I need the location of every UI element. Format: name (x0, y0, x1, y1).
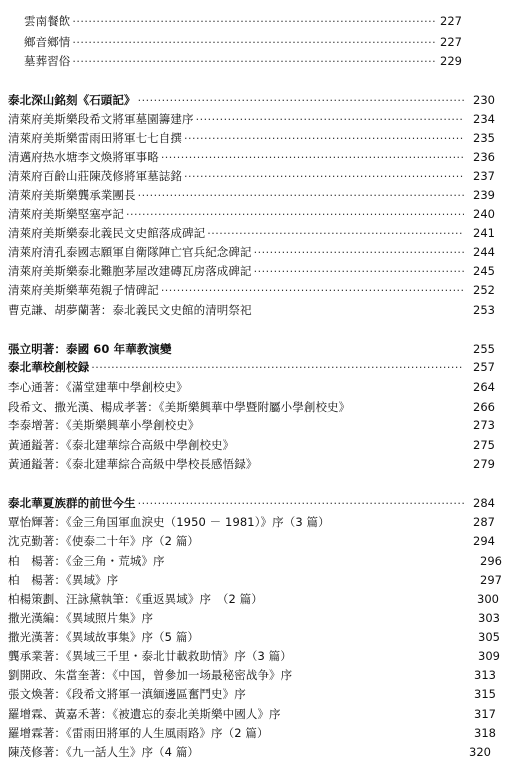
toc-entry-title: 泰北華校創校録 (8, 360, 90, 374)
toc-entry-title: 清萊府美斯樂堅塞亭記 (8, 207, 124, 221)
toc-entry (8, 724, 466, 742)
toc-entry-title: 柏 楊著：《異域》序 (8, 573, 119, 587)
toc-entry-title: 清萊府美斯樂龔承業團長 (8, 188, 136, 202)
toc-entry-page: 257 (473, 360, 495, 374)
toc-entry-title: 羅增霖著：《雷雨田將軍的人生風雨路》序（2 篇） (8, 726, 269, 740)
dot-leader (72, 56, 436, 67)
dot-leader (161, 152, 464, 163)
toc-entry-title: 段希文、撒光漢、楊成孝著：《美斯樂興華中學暨附屬小學創校史》 (8, 400, 351, 414)
toc-entry-page: 320 (469, 745, 491, 759)
toc-entry-title: 墓葬習俗 (24, 54, 71, 68)
toc-entry-title: 劉開政、朱當奎著：《中国，曾參加一场最秘密战争》序 (8, 668, 293, 682)
toc-entry-page: 237 (473, 169, 495, 183)
toc-entry-title: 撒光漢編：《異域照片集》序 (8, 611, 154, 625)
toc-entry-title: 清萊府清孔泰國志願軍自衛隊陣亡官兵紀念碑記 (8, 245, 252, 259)
dot-leader (138, 498, 464, 509)
toc-entry-page: 241 (473, 226, 495, 240)
toc-entry-title: 柏 楊著：《金三角・荒城》序 (8, 554, 165, 568)
dot-leader (72, 16, 436, 27)
toc-entry (8, 743, 466, 761)
toc-entry-page: 294 (473, 534, 495, 548)
toc-entry-page: 227 (440, 35, 462, 49)
toc-entry-title: 泰北深山銘刻《石頭記》 (8, 93, 136, 107)
toc-section-heading (8, 340, 466, 358)
toc-entry-page: 240 (473, 207, 495, 221)
toc-entry-page: 255 (473, 342, 495, 356)
toc-entry-title: 曹克謙、胡夢蘭著：泰北義民文史館的清明祭祀 (8, 303, 252, 317)
toc-entry (8, 436, 466, 454)
dot-leader (126, 209, 464, 220)
toc-entry-title: 覃怡輝著：《金三角国軍血淚史（1950 － 1981）》序（3 篇） (8, 515, 330, 529)
toc-entry (8, 571, 466, 589)
toc-entry (24, 12, 438, 30)
toc-entry-page: 245 (473, 264, 495, 278)
toc-entry-title: 黃通鎰著：《泰北建華综合高級中學創校史》 (8, 438, 235, 452)
toc-entry-title: 沈克勤著：《使泰二十年》序（2 篇） (8, 534, 200, 548)
toc-entry-title: 黃通鎰著：《泰北建華綜合高級中學校長感悟録》 (8, 457, 258, 471)
toc-entry (8, 628, 466, 646)
toc-entry-title: 清萊府美斯樂泰北義民文史館落成碑記 (8, 226, 206, 240)
toc-entry (24, 52, 438, 70)
toc-entry (8, 186, 466, 204)
toc-entry (8, 398, 466, 416)
toc-entry-page: 275 (473, 438, 495, 452)
toc-entry (8, 609, 466, 627)
toc-entry (8, 224, 466, 242)
toc-entry-title: 張立明著：泰國 60 年華教演變 (8, 342, 172, 356)
toc-section-heading (8, 91, 466, 109)
toc-entry-page: 266 (473, 400, 495, 414)
toc-entry-title: 泰北華夏族群的前世今生 (8, 496, 136, 510)
toc-entry-title: 張文煥著：《段希文將軍一滇緬邊區奮鬥史》序 (8, 687, 246, 701)
toc-entry (8, 455, 466, 473)
toc-entry-title: 清萊府美斯樂泰北難胞茅屋改建磚瓦房落成碑記 (8, 264, 252, 278)
dot-leader (196, 114, 464, 125)
toc-entry-title: 清萊府美斯樂段希文將軍墓園籌建序 (8, 112, 194, 126)
dot-leader (138, 190, 464, 201)
dot-leader (138, 95, 464, 106)
toc-entry-page: 313 (474, 668, 496, 682)
toc-entry (8, 552, 466, 570)
toc-entry-title: 撒光漢著：《異域故事集》序（5 篇） (8, 630, 200, 644)
toc-entry (8, 685, 466, 703)
toc-entry-page: 317 (474, 707, 496, 721)
toc-entry-page: 315 (474, 687, 496, 701)
toc-entry (8, 262, 466, 280)
toc-entry-page: 309 (478, 649, 500, 663)
dot-leader (161, 285, 464, 296)
dot-leader (91, 362, 464, 373)
toc-entry (8, 148, 466, 166)
toc-entry-page: 300 (477, 592, 499, 606)
toc-entry-page: 296 (480, 554, 502, 568)
toc-entry-page: 235 (473, 131, 495, 145)
toc-entry (8, 590, 466, 608)
toc-entry-title: 柏楊策劃、汪詠黛執筆：《重返異域》序 （2 篇） (8, 592, 263, 606)
dot-leader (72, 37, 436, 48)
toc-entry (8, 666, 466, 684)
toc-entry-title: 清萊府百齡山莊陳茂修將軍墓誌銘 (8, 169, 182, 183)
toc-entry (8, 281, 466, 299)
toc-entry (8, 243, 466, 261)
toc-section-heading (8, 358, 466, 376)
toc-entry-title: 陳茂修著：《九一話人生》序（4 篇） (8, 745, 200, 759)
toc-entry (8, 301, 466, 319)
toc-entry-title: 雲南餐飲 (24, 14, 71, 28)
dot-leader (207, 228, 464, 239)
toc-entry-page: 227 (440, 14, 462, 28)
toc-entry-page: 252 (473, 283, 495, 297)
toc-entry-page: 234 (473, 112, 495, 126)
toc-entry-title: 龔承業著：《異域三千里・泰北廿載救助情》序（3 篇） (8, 649, 292, 663)
toc-entry-page: 264 (473, 380, 495, 394)
toc-entry-page: 244 (473, 245, 495, 259)
toc-entry-page: 229 (440, 54, 462, 68)
toc-entry (8, 705, 466, 723)
toc-entry (8, 532, 466, 550)
toc-entry-title: 清邁府热水塘李文煥將軍事略 (8, 150, 159, 164)
dot-leader (184, 171, 464, 182)
toc-entry (8, 167, 466, 185)
toc-entry-title: 清萊府美斯樂雷雨田將軍七七自撰 (8, 131, 182, 145)
toc-entry-page: 287 (473, 515, 495, 529)
toc-entry (8, 129, 466, 147)
toc-entry-page: 273 (473, 418, 495, 432)
toc-entry-title: 清萊府美斯樂華苑親子情碑記 (8, 283, 159, 297)
toc-entry-title: 羅增霖、黃嘉禾著：《被遺忘的泰北美斯樂中國人》序 (8, 707, 281, 721)
toc-entry (8, 416, 466, 434)
toc-entry (8, 647, 466, 665)
toc-entry-page: 284 (473, 496, 495, 510)
toc-entry (8, 110, 466, 128)
toc-entry-title: 鄉音鄉情 (24, 35, 71, 49)
toc-entry-title: 李泰增著：《美斯樂興華小學創校史》 (8, 418, 200, 432)
toc-entry-page: 279 (473, 457, 495, 471)
toc-entry (8, 513, 466, 531)
toc-entry-page: 303 (478, 611, 500, 625)
toc-entry-page: 253 (473, 303, 495, 317)
toc-entry (8, 205, 466, 223)
toc-entry-title: 李心通著：《滿堂建華中學創校史》 (8, 380, 188, 394)
toc-entry (8, 378, 466, 396)
dot-leader (184, 133, 464, 144)
toc-entry-page: 305 (478, 630, 500, 644)
dot-leader (254, 266, 464, 277)
toc-entry-page: 230 (473, 93, 495, 107)
toc-entry-page: 236 (473, 150, 495, 164)
toc-entry-page: 239 (473, 188, 495, 202)
toc-entry-page: 297 (480, 573, 502, 587)
toc-entry-page: 318 (474, 726, 496, 740)
dot-leader (254, 247, 464, 258)
toc-entry (24, 33, 438, 51)
toc-section-heading (8, 494, 466, 512)
